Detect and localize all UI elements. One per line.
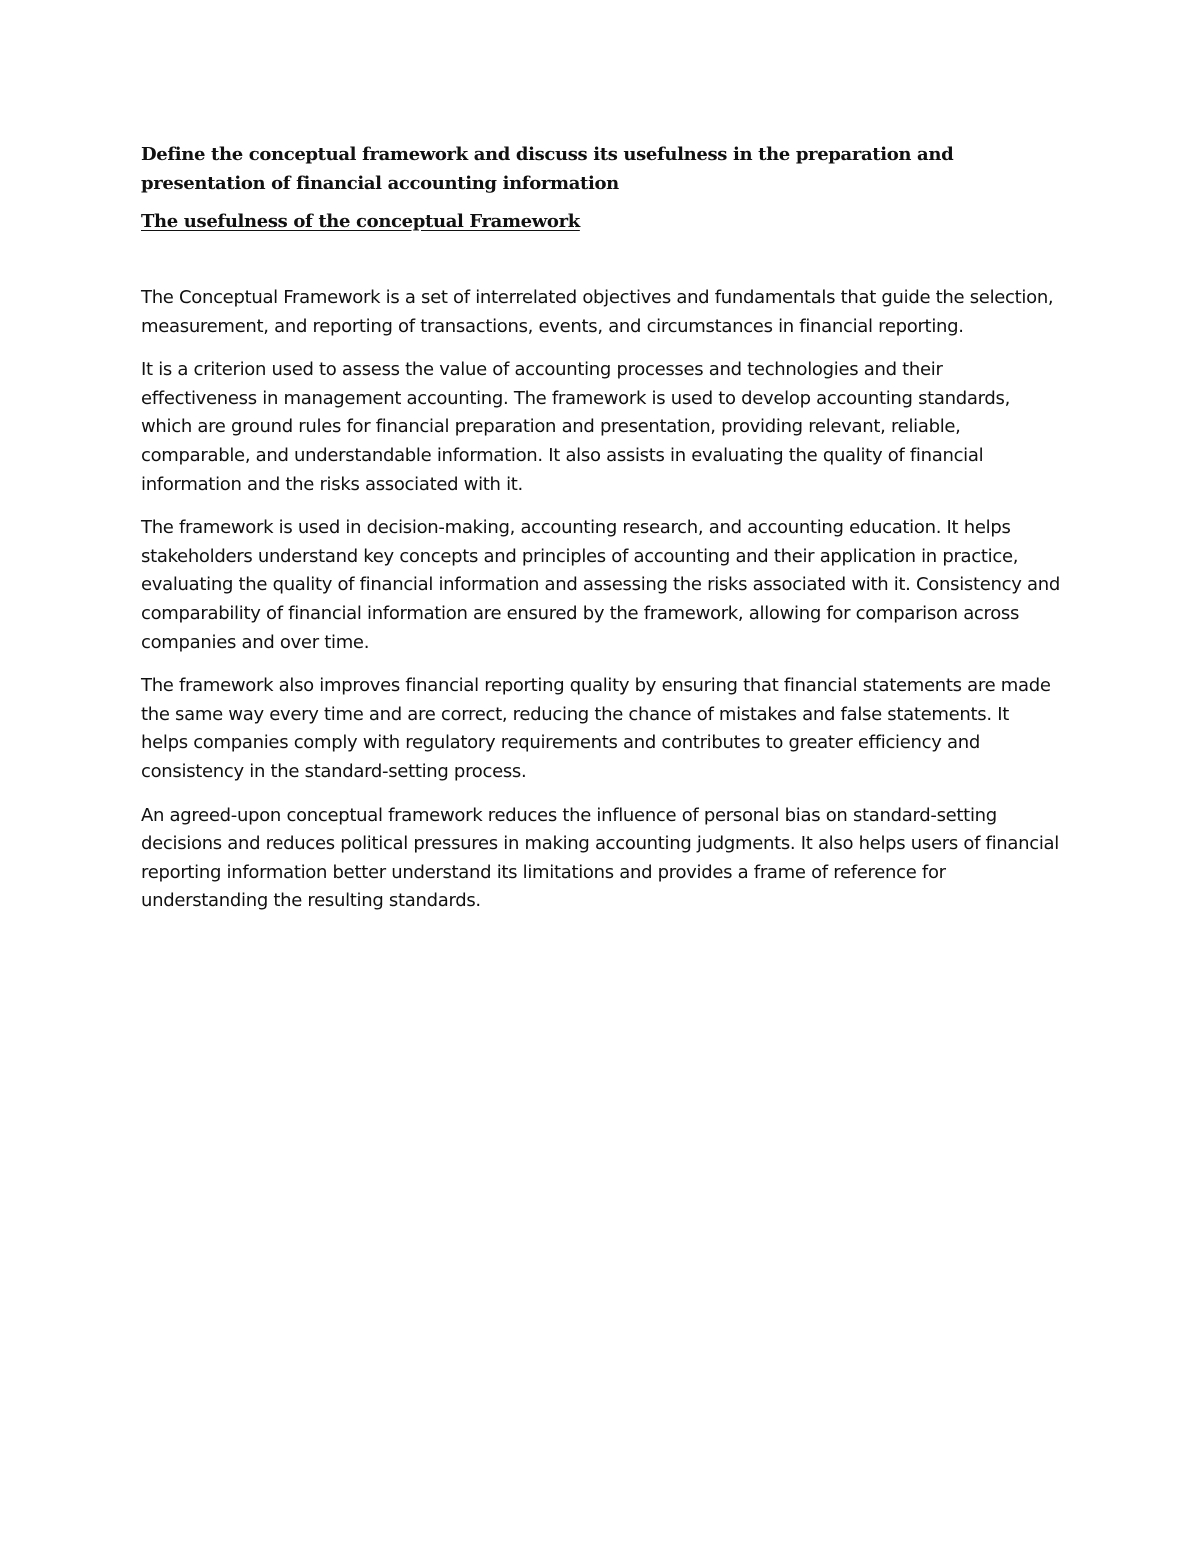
paragraph-reporting-quality: The framework also improves financial reporting quality by ensuring that financial statements are made the same way every time and are correct, reducing the chance of mistakes and false statements. It helps companies comply with regulatory requirements and contributes to greater efficiency and consistency in the standard-setting process. (141, 675, 1051, 782)
paragraph-definition: The Conceptual Framework is a set of interrelated objectives and fundamentals that guide the selection, measurement, and reporting of transactions, events, and circumstances in financial reporting. (141, 287, 1054, 337)
document-content (141, 140, 1061, 931)
paragraph-decision-making: The framework is used in decision-making, accounting research, and accounting education. It helps stakeholders understand key concepts and principles of accounting and their application in practice, evaluating the quality of financial information and assessing the risks associated with it. Consistency and comparability of financial information are ensured by the framework, allowing for comparison across companies and over time. (141, 517, 1060, 653)
document-subtitle: The usefulness of the conceptual Framework (141, 211, 580, 232)
document-body (141, 284, 1061, 916)
paragraph-criterion: It is a criterion used to assess the value of accounting processes and technologies and their effectiveness in management accounting. The framework is used to develop accounting standards, which are ground rules for financial preparation and presentation, providing relevant, reliable, comparable, and understandable information. It also assists in evaluating the quality of financial information and the risks associated with it. (141, 359, 1011, 495)
document-title: Define the conceptual framework and discuss its usefulness in the preparation and presentation of financial accounting information (141, 144, 954, 194)
paragraph-bias-reduction: An agreed-upon conceptual framework reduces the influence of personal bias on standard-setting decisions and reduces political pressures in making accounting judgments. It also helps users of financial reporting information better understand its limitations and provides a frame of reference for understanding the resulting standards. (141, 804, 1059, 912)
